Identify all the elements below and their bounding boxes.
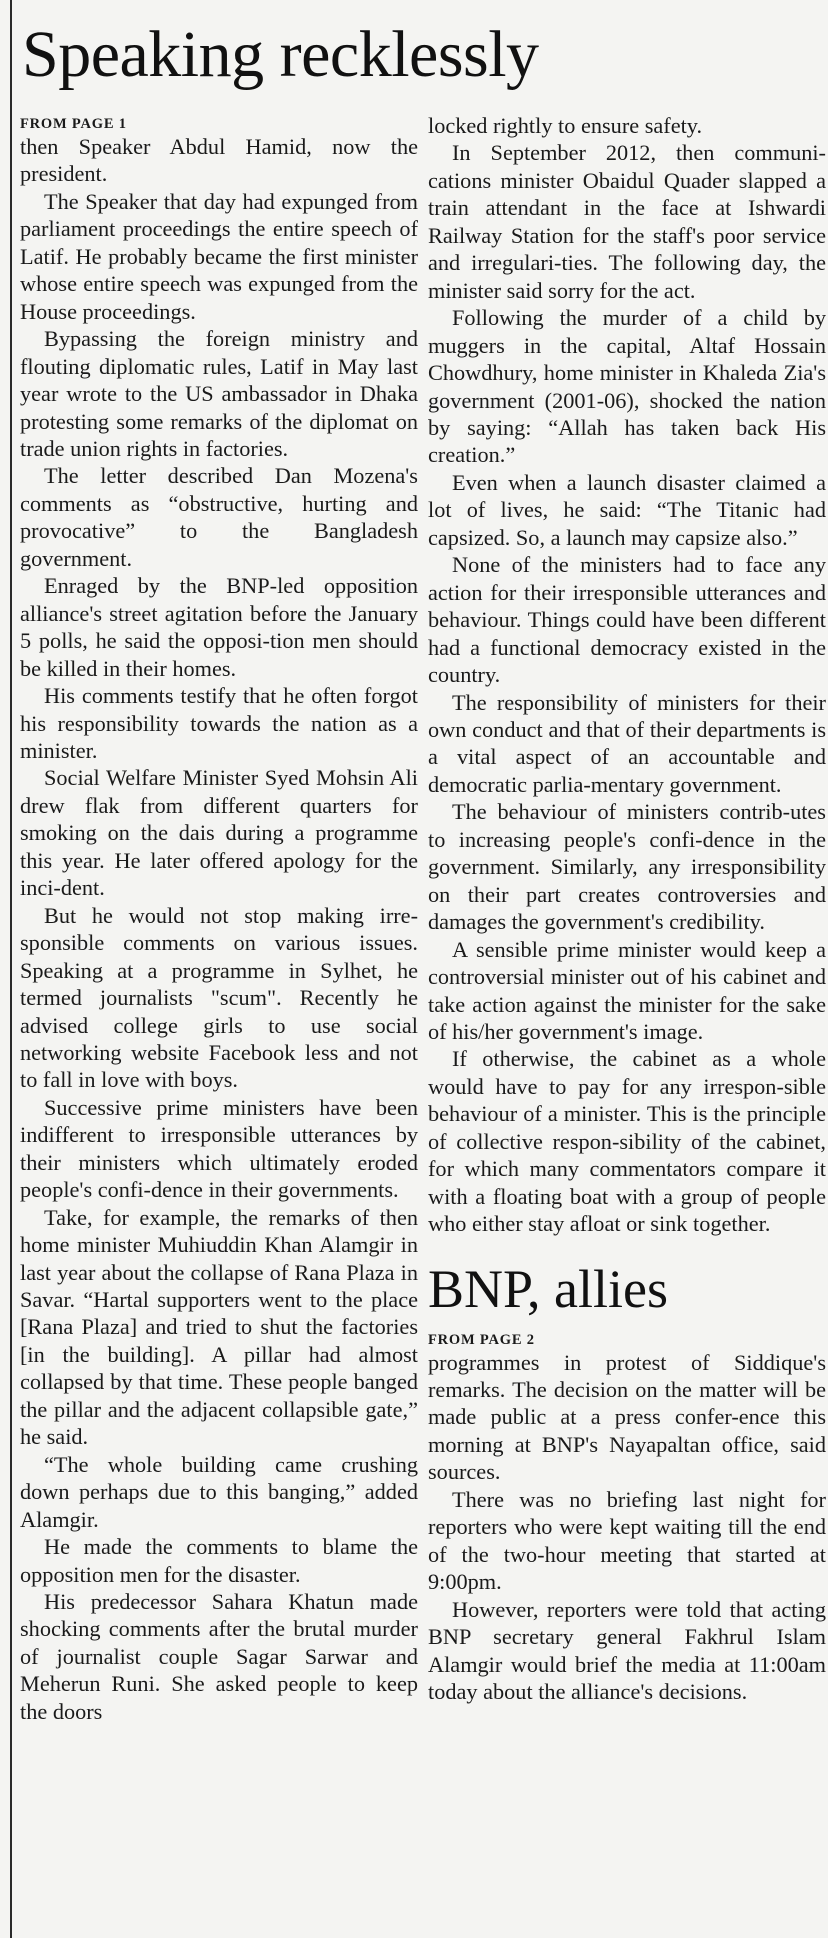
column-rule xyxy=(10,0,12,1938)
continuation-kicker: FROM PAGE 2 xyxy=(428,1331,535,1348)
paragraph: None of the ministers had to face any action for their irresponsible utterances and behaviour. Things could have been different had a functional democracy existed in the country. xyxy=(428,552,826,688)
continuation-kicker: FROM PAGE 1 xyxy=(20,116,127,132)
paragraph: programmes in protest of Siddique's remarks. The decision on the matter will be made public at a press confer-ence this morning at BNP's Nayapaltan office, said sources. xyxy=(428,1349,826,1485)
paragraph: Bypassing the foreign ministry and flouting diplomatic rules, Latif in May last year wrote to the US ambassador in Dhaka protesting some remarks of the diplomat on trade union rights in factories. xyxy=(20,326,418,461)
paragraph: The responsibility of ministers for their own conduct and that of their departments is a vital aspect of an accountable and democratic parlia-mentary government. xyxy=(428,689,826,797)
paragraph: Social Welfare Minister Syed Mohsin Ali drew flak from different quarters for smoking on the dais during a programme this year. He later offered apology for the inci-dent. xyxy=(20,765,418,901)
paragraph: The Speaker that day had expunged from parliament proceedings the entire speech of Latif. He probably became the first minister whose entire speech was expunged from the House proceedings. xyxy=(20,188,418,324)
paragraph: Following the murder of a child by muggers in the capital, Altaf Hossain Chowdhury, home minister in Khaleda Zia's government (2001-06), shocked the nation by saying: “Allah has taken back His creation.” xyxy=(428,305,826,468)
right-column xyxy=(428,112,826,1938)
paragraph: Even when a launch disaster claimed a lot of lives, he said: “The Titanic had capsized. So, a launch may capsize also.” xyxy=(428,469,826,550)
paragraph: Successive prime ministers have been indifferent to irresponsible utterances by their ministers which ultimately eroded people's confi-dence in their governments. xyxy=(20,1094,418,1203)
paragraph: Enraged by the BNP-led opposition alliance's street agitation before the January 5 polls, he said the opposi-tion men should be killed in their homes. xyxy=(20,573,418,681)
article-headline: Speaking recklessly xyxy=(22,18,539,91)
paragraph: He made the comments to blame the opposition men for the disaster. xyxy=(20,1534,418,1587)
paragraph: But he would not stop making irre-sponsible comments on various issues. Speaking at a programme in Sylhet, he termed journalists "scum". Recently he advised college girls to use social networking website Facebook less and not to fall in love with boys. xyxy=(20,902,418,1093)
paragraph: His comments testify that he often forgot his responsibility towards the nation as a minister. xyxy=(20,683,418,763)
paragraph: Take, for example, the remarks of then home minister Muhiuddin Khan Alamgir in last year about the collapse of Rana Plaza in Savar. “Hartal supporters went to the place [Rana Plaza] and tried to shut the factories [in the building]. A pillar had almost collapsed by that time. These people banged the pillar and the adjacent collapsible gate,” he said. xyxy=(20,1204,418,1450)
paragraph: A sensible prime minister would keep a controversial minister out of his cabinet and take action against the minister for the sake of his/her government's image. xyxy=(428,936,826,1044)
paragraph: There was no briefing last night for reporters who were kept waiting till the end of the two-hour meeting that started at 9:00pm. xyxy=(428,1486,826,1595)
left-column xyxy=(20,112,418,1938)
paragraph: The behaviour of ministers contrib-utes to increasing people's confi-dence in the government. Similarly, any irresponsibility on their part creates controversies and damages the government's credibility. xyxy=(428,799,826,935)
paragraph: His predecessor Sahara Khatun made shocking comments after the brutal murder of journalist couple Sagar Sarwar and Meherun Runi. She asked people to keep the doors xyxy=(20,1589,418,1724)
paragraph: locked rightly to ensure safety. xyxy=(428,113,703,138)
paragraph: If otherwise, the cabinet as a whole would have to pay for any irrespon-sible behaviour of a minister. This is the principle of collective respon-sibility of the cabinet, for which many commentators compare it with a floating boat with a group of people who either stay afloat or sink together. xyxy=(428,1046,826,1237)
second-article-headline: BNP, allies xyxy=(428,1258,669,1319)
paragraph: In September 2012, then communi-cations minister Obaidul Quader slapped a train attendant in the face at Ishwardi Railway Station for the staff's poor service and irregulari-ties. The following day, the minister said sorry for the act. xyxy=(428,140,826,303)
paragraph: However, reporters were told that acting BNP secretary general Fakhrul Islam Alamgir would brief the media at 11:00am today about the alliance's decisions. xyxy=(428,1596,826,1705)
paragraph: then Speaker Abdul Hamid, now the president. xyxy=(20,134,418,187)
paragraph: “The whole building came crushing down perhaps due to this banging,” added Alamgir. xyxy=(20,1451,418,1532)
paragraph: The letter described Dan Mozena's comments as “obstructive, hurting and provocative” to the Bangladesh government. xyxy=(20,463,418,571)
